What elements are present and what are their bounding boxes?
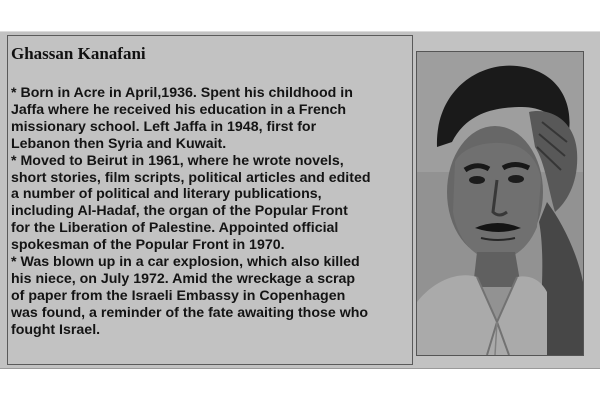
biography-text	[11, 85, 411, 339]
portrait-image	[417, 52, 583, 355]
bio-paragraph-death: * Was blown up in a car explosion, which also killed his niece, on July 1972. Amid the wreckage a scrap of paper from the Israeli Embassy in Copenhagen was found, a reminder of the fate awaiting those who fought Israel.	[11, 254, 369, 338]
portrait-photo	[416, 51, 584, 356]
bio-paragraph-early-life: * Born in Acre in April,1936. Spent his childhood in Jaffa where he received his education in a French missionary school. Left Jaffa in 1948, first for Lebanon then Syria and Kuwait.	[11, 85, 353, 152]
biography-panel	[0, 31, 600, 369]
bio-paragraph-career: * Moved to Beirut in 1961, where he wrote novels, short stories, film scripts, political articles and edited a number of political and literary publications, including Al-Hadaf, the organ of the Popular Front for the Liberation of Palestine. Appointed official spokesman of the Popular Front in 1970.	[11, 152, 371, 254]
person-name: Ghassan Kanafani	[11, 44, 146, 63]
